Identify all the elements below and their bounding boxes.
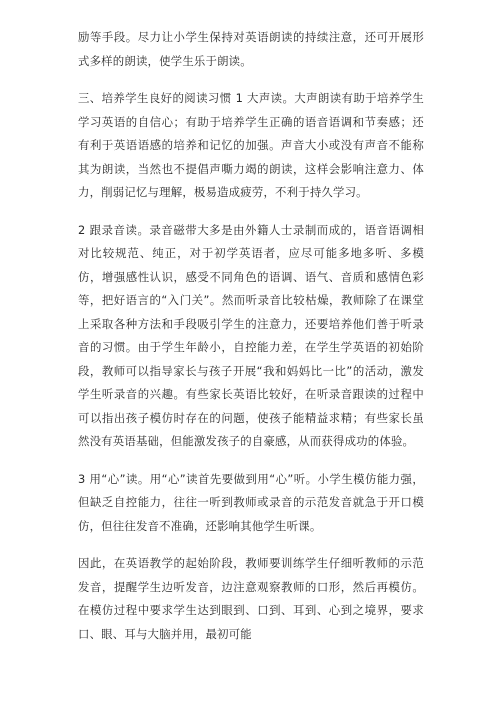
paragraph-2: 三、培养学生良好的阅读习惯 1 大声读。大声朗读有助于培养学生学习英语的自信心；有助于培养学生正确的语音语调和节奏感；还有利于英语语感的培养和记忆的加强。声音大小或没有声音不能称其为朗读，当然也不提倡声嘶力竭的朗读，这样会影响注意力、体力，削弱记忆与理解，极易造成疲劳，不利于持久学习。	[78, 91, 424, 199]
paragraph-1: 励等手段。尽力让小学生保持对英语朗读的持续注意，还可开展形式多样的朗读，使学生乐于朗读。	[78, 30, 424, 68]
paragraph-4: 3 用“心”读。用“心”读首先要做到用“心”听。小学生模仿能力强，但缺乏自控能力，往往一听到教师或录音的示范发音就急于开口模仿，但往往发音不准确，还影响其他学生听课。	[78, 471, 424, 533]
document-body	[78, 26, 424, 646]
paragraph-5: 因此，在英语教学的起始阶段，教师要训练学生仔细听教师的示范发音，提醒学生边听发音，边注意观察教师的口形，然后再模仿。在模仿过程中要求学生达到眼到、口到、耳到、心到之境界，要求口、眼、耳与大脑并用，最初可能	[78, 556, 424, 641]
paragraph-3: 2 跟录音读。录音磁带大多是由外籍人士录制而成的，语音语调相对比较规范、纯正，对于初学英语者，应尽可能多地多听、多模仿，增强感性认识，感受不同角色的语调、语气、音质和感情色彩等，把好语言的“入门关”。然而听录音比较枯燥，教师除了在课堂上采取各种方法和手段吸引学生的注意力，还要培养他们善于听录音的习惯。由于学生年龄小，自控能力差，在学生学英语的初始阶段，教师可以指导家长与孩子开展“我和妈妈比一比”的活动，激发学生听录音的兴趣。有些家长英语比较好，在听录音跟读的过程中可以指出孩子模仿时存在的问题，使孩子能精益求精；有些家长虽然没有英语基础，但能激发孩子的自豪感，从而获得成功的体验。	[78, 222, 424, 448]
